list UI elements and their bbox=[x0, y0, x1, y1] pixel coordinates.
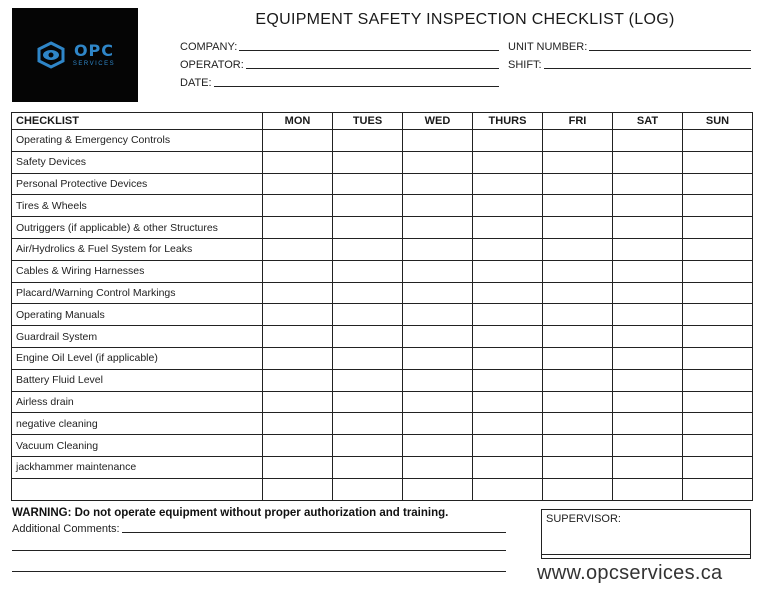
check-cell-wed[interactable] bbox=[403, 456, 473, 478]
check-cell-fri[interactable] bbox=[543, 260, 613, 282]
check-cell-mon[interactable] bbox=[263, 435, 333, 457]
gear-eye-icon bbox=[35, 41, 67, 69]
check-cell-wed[interactable] bbox=[403, 173, 473, 195]
checklist-item-label: Guardrail System bbox=[12, 326, 263, 348]
check-cell-tues[interactable] bbox=[333, 217, 403, 239]
table-row bbox=[12, 456, 753, 478]
check-cell-sat[interactable] bbox=[613, 413, 683, 435]
check-cell-sun[interactable] bbox=[683, 217, 753, 239]
check-cell-thurs[interactable] bbox=[473, 238, 543, 260]
col-header-mon: MON bbox=[263, 113, 333, 130]
check-cell-thurs[interactable] bbox=[473, 369, 543, 391]
check-cell-wed[interactable] bbox=[403, 478, 473, 500]
unit-number-label: UNIT NUMBER: bbox=[508, 41, 588, 53]
check-cell-tues[interactable] bbox=[333, 478, 403, 500]
logo-text bbox=[73, 43, 115, 67]
check-cell-fri[interactable] bbox=[543, 456, 613, 478]
table-row bbox=[12, 195, 753, 217]
check-cell-thurs[interactable] bbox=[473, 347, 543, 369]
checklist-item-label: Outriggers (if applicable) & other Structures bbox=[12, 217, 263, 239]
check-cell-mon[interactable] bbox=[263, 173, 333, 195]
operator-field[interactable] bbox=[180, 59, 499, 71]
check-cell-fri[interactable] bbox=[543, 413, 613, 435]
check-cell-sun[interactable] bbox=[683, 326, 753, 348]
check-cell-sat[interactable] bbox=[613, 478, 683, 500]
check-cell-sat[interactable] bbox=[613, 151, 683, 173]
checklist-body bbox=[12, 130, 753, 501]
check-cell-mon[interactable] bbox=[263, 413, 333, 435]
date-field[interactable] bbox=[180, 77, 499, 89]
check-cell-sat[interactable] bbox=[613, 130, 683, 152]
table-row bbox=[12, 173, 753, 195]
table-row bbox=[12, 217, 753, 239]
comments-label: Additional Comments: bbox=[12, 523, 120, 535]
check-cell-mon[interactable] bbox=[263, 326, 333, 348]
page-title: EQUIPMENT SAFETY INSPECTION CHECKLIST (LOG) bbox=[255, 11, 675, 28]
check-cell-wed[interactable] bbox=[403, 195, 473, 217]
check-cell-fri[interactable] bbox=[543, 369, 613, 391]
check-cell-fri[interactable] bbox=[543, 217, 613, 239]
check-cell-tues[interactable] bbox=[333, 391, 403, 413]
check-cell-thurs[interactable] bbox=[473, 456, 543, 478]
check-cell-sun[interactable] bbox=[683, 478, 753, 500]
supervisor-label: SUPERVISOR: bbox=[546, 513, 621, 525]
check-cell-mon[interactable] bbox=[263, 304, 333, 326]
check-cell-fri[interactable] bbox=[543, 195, 613, 217]
check-cell-tues[interactable] bbox=[333, 195, 403, 217]
check-cell-sun[interactable] bbox=[683, 369, 753, 391]
table-row bbox=[12, 238, 753, 260]
check-cell-fri[interactable] bbox=[543, 173, 613, 195]
logo-word: OPC bbox=[73, 41, 115, 60]
check-cell-sat[interactable] bbox=[613, 173, 683, 195]
col-header-thurs: THURS bbox=[473, 113, 543, 130]
check-cell-tues[interactable] bbox=[333, 260, 403, 282]
date-line[interactable] bbox=[214, 86, 499, 87]
check-cell-tues[interactable] bbox=[333, 282, 403, 304]
check-cell-tues[interactable] bbox=[333, 151, 403, 173]
checklist-item-label: Vacuum Cleaning bbox=[12, 435, 263, 457]
check-cell-fri[interactable] bbox=[543, 130, 613, 152]
supervisor-signature-line bbox=[542, 554, 750, 555]
check-cell-fri[interactable] bbox=[543, 435, 613, 457]
date-label: DATE: bbox=[180, 77, 212, 89]
col-header-checklist: CHECKLIST bbox=[12, 113, 263, 130]
check-cell-tues[interactable] bbox=[333, 238, 403, 260]
checklist-item-label: Air/Hydrolics & Fuel System for Leaks bbox=[12, 238, 263, 260]
check-cell-fri[interactable] bbox=[543, 151, 613, 173]
check-cell-sat[interactable] bbox=[613, 217, 683, 239]
checklist-item-label: Safety Devices bbox=[12, 151, 263, 173]
check-cell-thurs[interactable] bbox=[473, 217, 543, 239]
check-cell-sun[interactable] bbox=[683, 151, 753, 173]
check-cell-wed[interactable] bbox=[403, 260, 473, 282]
checklist-item-label: Operating & Emergency Controls bbox=[12, 130, 263, 152]
check-cell-mon[interactable] bbox=[263, 217, 333, 239]
checklist-item-label: Tires & Wheels bbox=[12, 195, 263, 217]
col-header-tues: TUES bbox=[333, 113, 403, 130]
check-cell-wed[interactable] bbox=[403, 413, 473, 435]
table-row bbox=[12, 260, 753, 282]
check-cell-sat[interactable] bbox=[613, 195, 683, 217]
check-cell-tues[interactable] bbox=[333, 456, 403, 478]
check-cell-sat[interactable] bbox=[613, 304, 683, 326]
unit-number-line[interactable] bbox=[589, 50, 751, 51]
check-cell-sun[interactable] bbox=[683, 282, 753, 304]
check-cell-fri[interactable] bbox=[543, 238, 613, 260]
company-line[interactable] bbox=[239, 50, 499, 51]
check-cell-thurs[interactable] bbox=[473, 435, 543, 457]
check-cell-thurs[interactable] bbox=[473, 304, 543, 326]
check-cell-thurs[interactable] bbox=[473, 413, 543, 435]
check-cell-tues[interactable] bbox=[333, 304, 403, 326]
check-cell-sun[interactable] bbox=[683, 413, 753, 435]
check-cell-wed[interactable] bbox=[403, 130, 473, 152]
check-cell-sun[interactable] bbox=[683, 304, 753, 326]
check-cell-mon[interactable] bbox=[263, 369, 333, 391]
checklist-item-label: Engine Oil Level (if applicable) bbox=[12, 347, 263, 369]
checklist-item-label: Cables & Wiring Harnesses bbox=[12, 260, 263, 282]
shift-field[interactable] bbox=[508, 59, 751, 71]
check-cell-mon[interactable] bbox=[263, 260, 333, 282]
table-row bbox=[12, 282, 753, 304]
supervisor-box[interactable] bbox=[541, 509, 751, 559]
check-cell-wed[interactable] bbox=[403, 326, 473, 348]
check-cell-fri[interactable] bbox=[543, 478, 613, 500]
logo-subtitle: SERVICES bbox=[72, 61, 116, 67]
check-cell-wed[interactable] bbox=[403, 347, 473, 369]
check-cell-tues[interactable] bbox=[333, 369, 403, 391]
check-cell-mon[interactable] bbox=[263, 238, 333, 260]
check-cell-sat[interactable] bbox=[613, 347, 683, 369]
check-cell-thurs[interactable] bbox=[473, 195, 543, 217]
check-cell-wed[interactable] bbox=[403, 151, 473, 173]
check-cell-sun[interactable] bbox=[683, 391, 753, 413]
check-cell-tues[interactable] bbox=[333, 347, 403, 369]
check-cell-thurs[interactable] bbox=[473, 326, 543, 348]
check-cell-sat[interactable] bbox=[613, 326, 683, 348]
check-cell-fri[interactable] bbox=[543, 304, 613, 326]
shift-label: SHIFT: bbox=[508, 59, 542, 71]
check-cell-mon[interactable] bbox=[263, 456, 333, 478]
check-cell-mon[interactable] bbox=[263, 195, 333, 217]
table-header-row bbox=[12, 113, 753, 130]
check-cell-tues[interactable] bbox=[333, 326, 403, 348]
check-cell-wed[interactable] bbox=[403, 282, 473, 304]
check-cell-tues[interactable] bbox=[333, 173, 403, 195]
company-label: COMPANY: bbox=[180, 41, 238, 53]
check-cell-sun[interactable] bbox=[683, 130, 753, 152]
comments-line-2[interactable] bbox=[12, 550, 506, 551]
table-row bbox=[12, 326, 753, 348]
checklist-item-label: negative cleaning bbox=[12, 413, 263, 435]
check-cell-sun[interactable] bbox=[683, 435, 753, 457]
checklist-item-label: Operating Manuals bbox=[12, 304, 263, 326]
checklist-item-label: Placard/Warning Control Markings bbox=[12, 282, 263, 304]
table-row bbox=[12, 391, 753, 413]
check-cell-thurs[interactable] bbox=[473, 151, 543, 173]
check-cell-thurs[interactable] bbox=[473, 173, 543, 195]
checklist-item-label: Battery Fluid Level bbox=[12, 369, 263, 391]
check-cell-sun[interactable] bbox=[683, 347, 753, 369]
check-cell-sat[interactable] bbox=[613, 260, 683, 282]
check-cell-thurs[interactable] bbox=[473, 260, 543, 282]
table-row bbox=[12, 369, 753, 391]
operator-label: OPERATOR: bbox=[180, 59, 244, 71]
table-row bbox=[12, 347, 753, 369]
check-cell-mon[interactable] bbox=[263, 391, 333, 413]
table-row bbox=[12, 413, 753, 435]
comments-field[interactable] bbox=[12, 523, 506, 535]
check-cell-sun[interactable] bbox=[683, 238, 753, 260]
check-cell-tues[interactable] bbox=[333, 130, 403, 152]
check-cell-sat[interactable] bbox=[613, 456, 683, 478]
check-cell-tues[interactable] bbox=[333, 413, 403, 435]
col-header-sat: SAT bbox=[613, 113, 683, 130]
check-cell-mon[interactable] bbox=[263, 130, 333, 152]
check-cell-sat[interactable] bbox=[613, 391, 683, 413]
check-cell-sun[interactable] bbox=[683, 456, 753, 478]
check-cell-fri[interactable] bbox=[543, 391, 613, 413]
operator-line[interactable] bbox=[246, 68, 499, 69]
check-cell-mon[interactable] bbox=[263, 478, 333, 500]
check-cell-wed[interactable] bbox=[403, 304, 473, 326]
table-row bbox=[12, 304, 753, 326]
check-cell-mon[interactable] bbox=[263, 151, 333, 173]
company-logo bbox=[12, 8, 138, 102]
check-cell-thurs[interactable] bbox=[473, 391, 543, 413]
check-cell-wed[interactable] bbox=[403, 217, 473, 239]
check-cell-sat[interactable] bbox=[613, 435, 683, 457]
check-cell-fri[interactable] bbox=[543, 326, 613, 348]
check-cell-sun[interactable] bbox=[683, 260, 753, 282]
checklist-item-label bbox=[12, 478, 263, 500]
table-row bbox=[12, 151, 753, 173]
comments-line-3[interactable] bbox=[12, 571, 506, 572]
check-cell-fri[interactable] bbox=[543, 347, 613, 369]
check-cell-wed[interactable] bbox=[403, 391, 473, 413]
comments-line-1[interactable] bbox=[122, 532, 506, 533]
table-row bbox=[12, 478, 753, 500]
check-cell-sat[interactable] bbox=[613, 238, 683, 260]
col-header-sun: SUN bbox=[683, 113, 753, 130]
check-cell-thurs[interactable] bbox=[473, 478, 543, 500]
checklist-item-label: Personal Protective Devices bbox=[12, 173, 263, 195]
website-url: www.opcservices.ca bbox=[537, 562, 723, 584]
check-cell-sat[interactable] bbox=[613, 282, 683, 304]
check-cell-mon[interactable] bbox=[263, 282, 333, 304]
check-cell-thurs[interactable] bbox=[473, 130, 543, 152]
warning-text: WARNING: Do not operate equipment without proper authorization and training. bbox=[12, 507, 449, 519]
col-header-wed: WED bbox=[403, 113, 473, 130]
table-row bbox=[12, 435, 753, 457]
col-header-fri: FRI bbox=[543, 113, 613, 130]
shift-line[interactable] bbox=[544, 68, 751, 69]
check-cell-wed[interactable] bbox=[403, 369, 473, 391]
checklist-item-label: Airless drain bbox=[12, 391, 263, 413]
company-field[interactable] bbox=[180, 41, 499, 53]
check-cell-sun[interactable] bbox=[683, 195, 753, 217]
checklist-table bbox=[11, 112, 753, 501]
unit-number-field[interactable] bbox=[508, 41, 751, 53]
check-cell-mon[interactable] bbox=[263, 347, 333, 369]
check-cell-fri[interactable] bbox=[543, 282, 613, 304]
checklist-item-label: jackhammer maintenance bbox=[12, 456, 263, 478]
check-cell-sat[interactable] bbox=[613, 369, 683, 391]
table-row bbox=[12, 130, 753, 152]
check-cell-sun[interactable] bbox=[683, 173, 753, 195]
check-cell-thurs[interactable] bbox=[473, 282, 543, 304]
check-cell-wed[interactable] bbox=[403, 435, 473, 457]
check-cell-wed[interactable] bbox=[403, 238, 473, 260]
check-cell-tues[interactable] bbox=[333, 435, 403, 457]
